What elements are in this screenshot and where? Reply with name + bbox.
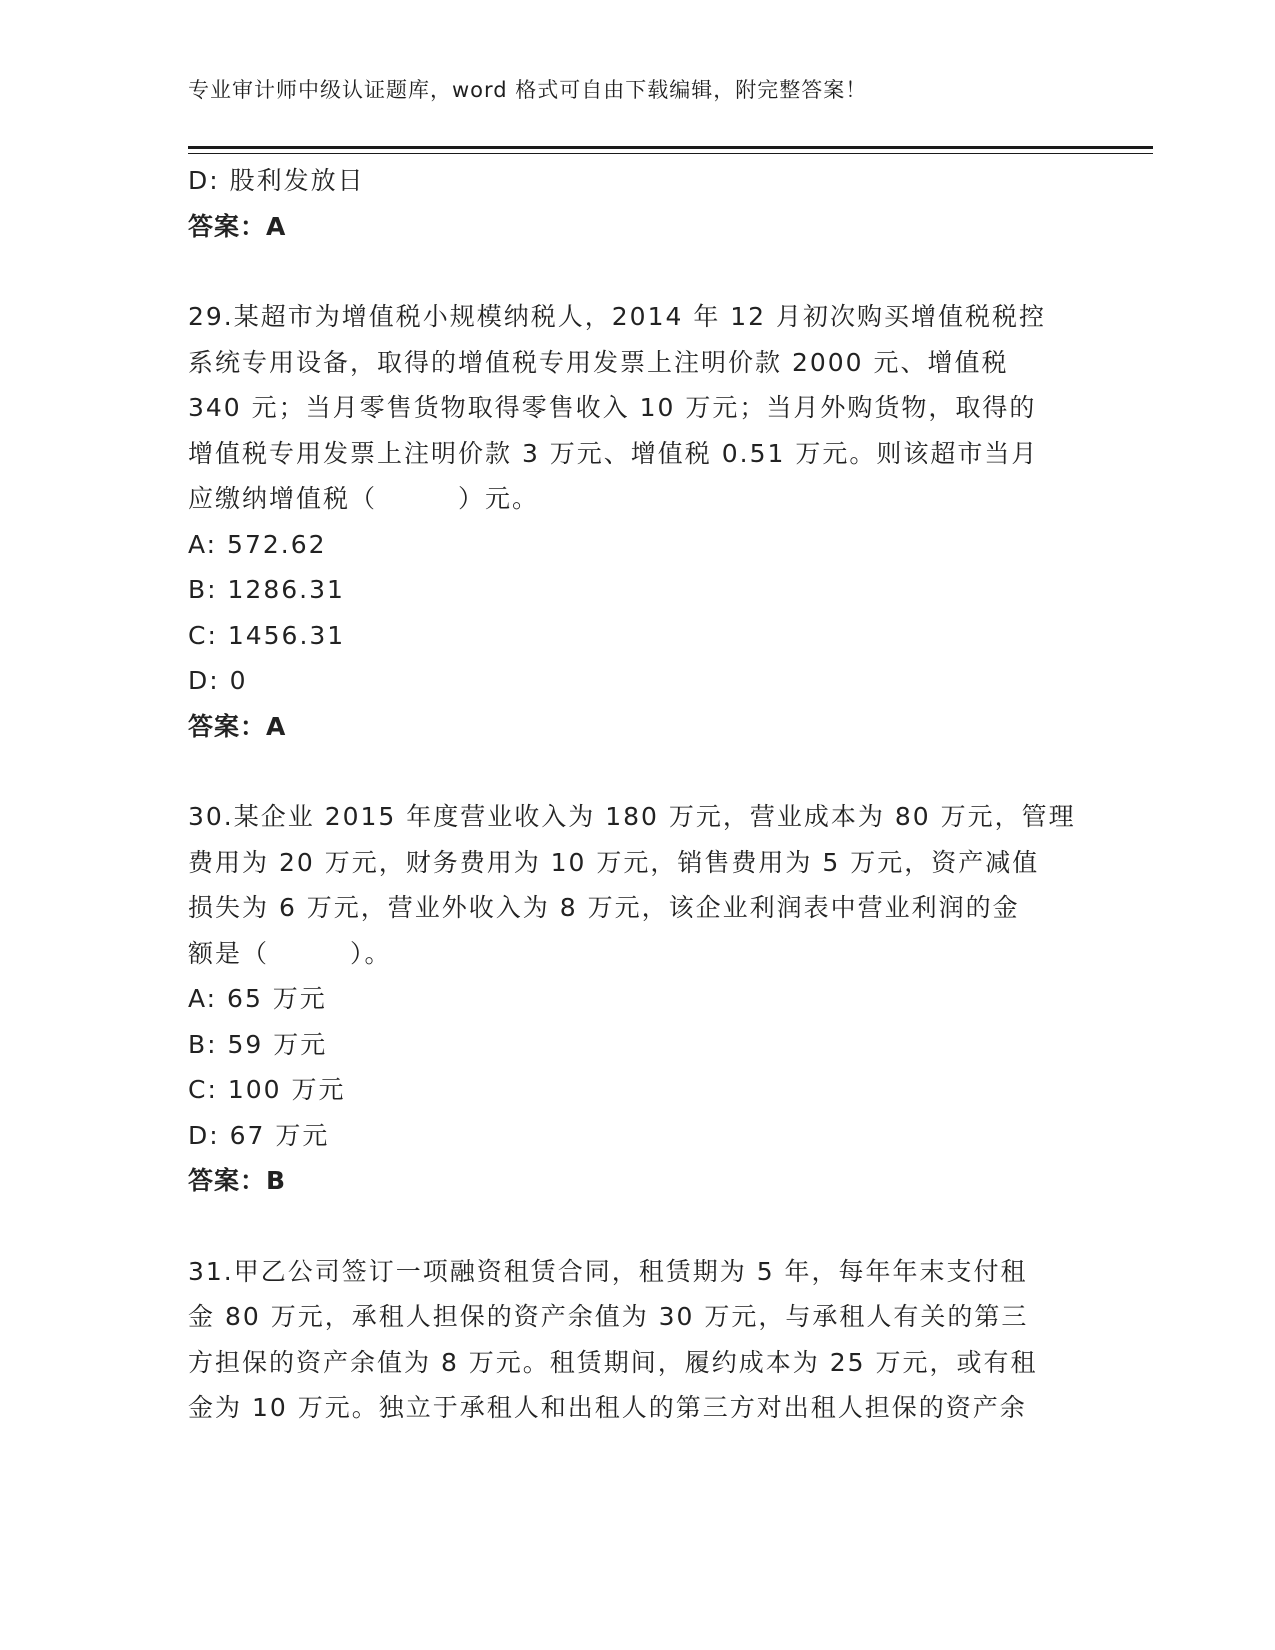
question-line: 额是（ ）。: [188, 938, 392, 968]
question-29: [188, 294, 1088, 749]
question-line: 系统专用设备，取得的增值税专用发票上注明价款 2000 元、增值税: [188, 347, 1009, 377]
question-line: 损失为 6 万元，营业外收入为 8 万元，该企业利润表中营业利润的金: [188, 893, 1020, 922]
option-d: D: 0: [188, 666, 248, 695]
option-c: C: 1456.31: [188, 620, 346, 650]
answer: 答案：A: [188, 711, 287, 741]
page-header: 专业审计师中级认证题库，word 格式可自由下载编辑，附完整答案！: [188, 78, 868, 102]
question-line: 31.甲乙公司签订一项融资租赁合同，租赁期为 5 年，每年年末支付租: [188, 1256, 1028, 1286]
option-d: D: 股利发放日: [188, 166, 365, 195]
header-rule-thin: [188, 153, 1153, 154]
answer: 答案：B: [188, 1166, 287, 1195]
page-content: [188, 158, 1088, 1431]
option-b: B: 1286.31: [188, 575, 345, 604]
question-line: 增值税专用发票上注明价款 3 万元、增值税 0.51 万元。则该超市当月: [188, 438, 1039, 468]
question-31: [188, 1249, 1088, 1431]
question-line: 金 80 万元，承租人担保的资产余值为 30 万元，与承租人有关的第三: [188, 1302, 1029, 1331]
option-c: C: 100 万元: [188, 1075, 346, 1104]
option-a: A: 65 万元: [188, 984, 327, 1013]
question-30: [188, 794, 1088, 1204]
header-rule-thick: [188, 146, 1153, 149]
option-d: D: 67 万元: [188, 1120, 330, 1150]
answer: 答案：A: [188, 211, 287, 241]
question-line: 金为 10 万元。独立于承租人和出租人的第三方对出租人担保的资产余: [188, 1393, 1027, 1422]
option-b: B: 59 万元: [188, 1029, 328, 1059]
question-line: 29.某超市为增值税小规模纳税人，2014 年 12 月初次购买增值税税控: [188, 302, 1047, 331]
question-line: 340 元；当月零售货物取得零售收入 10 万元；当月外购货物，取得的: [188, 393, 1037, 422]
question-line: 方担保的资产余值为 8 万元。租赁期间，履约成本为 25 万元，或有租: [188, 1347, 1038, 1377]
question-line: 应缴纳增值税（ ）元。: [188, 484, 540, 513]
option-a: A: 572.62: [188, 529, 327, 559]
question-line: 30.某企业 2015 年度营业收入为 180 万元，营业成本为 80 万元，管理: [188, 802, 1076, 831]
question-line: 费用为 20 万元，财务费用为 10 万元，销售费用为 5 万元，资产减值: [188, 847, 1040, 877]
